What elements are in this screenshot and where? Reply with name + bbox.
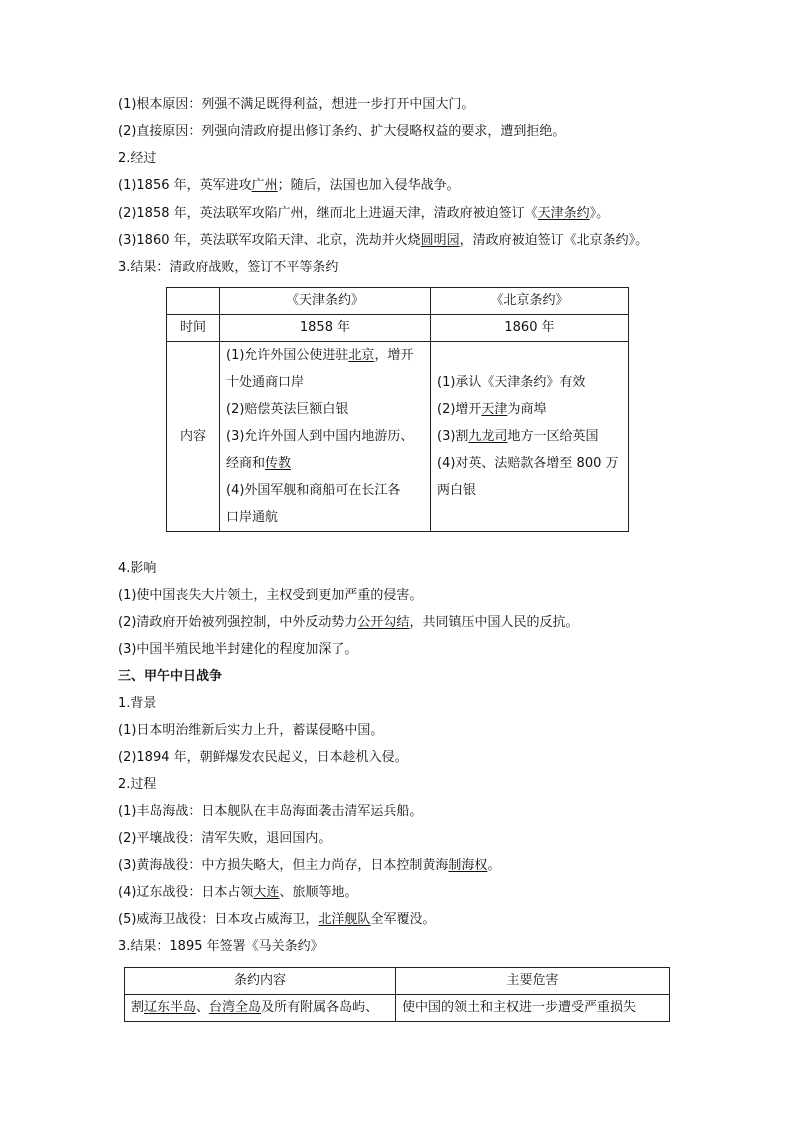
tianjin-line: 经商和传教 xyxy=(226,456,292,471)
impact-item-2: (2)清政府开始被列强控制，中外反动势力公开勾结，共同镇压中国人民的反抗。 xyxy=(118,615,579,630)
treaty-content-cell: 割辽东半岛、台湾全岛及所有附属各岛屿、 xyxy=(125,995,396,1022)
header-tianjin: 《天津条约》 xyxy=(220,288,431,315)
background-item-2: (2)1894 年，朝鲜爆发农民起义，日本趁机入侵。 xyxy=(118,750,408,765)
beijing-line: 两白银 xyxy=(437,483,477,498)
war-process-item-2: (2)平壤战役：清军失败，退回国内。 xyxy=(118,831,332,846)
tianjin-line: (2)赔偿英法巨额白银 xyxy=(226,402,349,417)
result-heading: 3.结果：清政府战败，签订不平等条约 xyxy=(118,260,339,275)
cause-root: (1)根本原因：列强不满足既得利益，想进一步打开中国大门。 xyxy=(118,97,475,112)
row-label-content: 内容 xyxy=(167,342,220,532)
time-tianjin: 1858 年 xyxy=(220,315,431,342)
main-harm-cell: 使中国的领土和主权进一步遭受严重损失 xyxy=(396,995,670,1022)
impact-item-1: (1)使中国丧失大片领土，主权受到更加严重的侵害。 xyxy=(118,588,423,603)
header-main-harm: 主要危害 xyxy=(396,968,670,995)
cause-direct: (2)直接原因：列强向清政府提出修订条约、扩大侵略权益的要求，遭到拒绝。 xyxy=(118,124,566,139)
tianjin-line: (4)外国军舰和商船可在长江各 xyxy=(226,483,401,498)
war-process-item-1: (1)丰岛海战：日本舰队在丰岛海面袭击清军运兵船。 xyxy=(118,804,423,819)
beijing-line: (3)割九龙司地方一区给英国 xyxy=(437,429,599,444)
header-beijing: 《北京条约》 xyxy=(431,288,629,315)
treaty-comparison-table xyxy=(166,287,629,532)
tianjin-line: 口岸通航 xyxy=(226,510,279,525)
process-item-1: (1)1856 年，英军进攻广州；随后，法国也加入侵华战争。 xyxy=(118,178,460,193)
beijing-line: (2)增开天津为商埠 xyxy=(437,402,547,417)
beijing-line: (4)对英、法赔款各增至 800 万 xyxy=(437,456,619,471)
war-process-item-5: (5)威海卫战役：日本攻占威海卫，北洋舰队全军覆没。 xyxy=(118,912,436,927)
beijing-line: (1)承认《天津条约》有效 xyxy=(437,375,586,390)
section-heading-sino-japanese-war: 三、甲午中日战争 xyxy=(118,669,223,684)
impact-heading: 4.影响 xyxy=(118,561,157,576)
row-label-time: 时间 xyxy=(167,315,220,342)
background-heading: 1.背景 xyxy=(118,696,157,711)
table-corner-cell xyxy=(167,288,220,315)
process-item-3: (3)1860 年，英法联军攻陷天津、北京，洗劫并火烧圆明园，清政府被迫签订《北京条约》。 xyxy=(118,233,649,248)
impact-item-3: (3)中国半殖民地半封建化的程度加深了。 xyxy=(118,642,358,657)
content-beijing xyxy=(431,342,629,532)
war-result-heading: 3.结果：1895 年签署《马关条约》 xyxy=(118,939,324,954)
header-treaty-content: 条约内容 xyxy=(125,968,396,995)
process-item-2: (2)1858 年，英法联军攻陷广州，继而北上进逼天津，清政府被迫签订《天津条约》。 xyxy=(118,206,610,221)
war-process-heading: 2.过程 xyxy=(118,777,157,792)
time-beijing: 1860 年 xyxy=(431,315,629,342)
war-process-item-3: (3)黄海战役：中方损失略大，但主力尚存，日本控制黄海制海权。 xyxy=(118,858,501,873)
content-tianjin xyxy=(220,342,431,532)
background-item-1: (1)日本明治维新后实力上升，蓄谋侵略中国。 xyxy=(118,723,384,738)
shimonoseki-treaty-table xyxy=(124,967,670,1022)
war-process-item-4: (4)辽东战役：日本占领大连、旅顺等地。 xyxy=(118,885,358,900)
tianjin-line: (1)允许外国公使进驻北京，增开 xyxy=(226,348,414,363)
tianjin-line: 十处通商口岸 xyxy=(226,375,305,390)
tianjin-line: (3)允许外国人到中国内地游历、 xyxy=(226,429,414,444)
process-heading: 2.经过 xyxy=(118,151,157,166)
